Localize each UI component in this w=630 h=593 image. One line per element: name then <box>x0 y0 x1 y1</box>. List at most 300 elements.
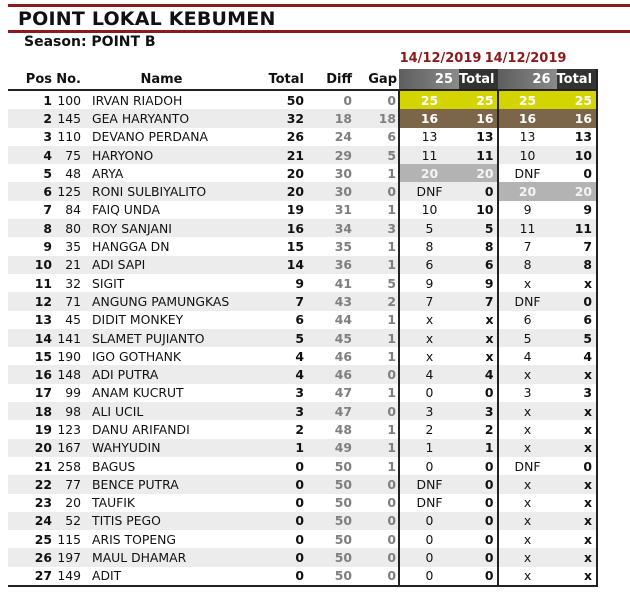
race-1-result-cell: 13 <box>399 128 459 146</box>
race-2-result-cell: 20 <box>498 182 557 200</box>
col-header-no[interactable]: No. <box>53 69 81 90</box>
diff-cell: 50 <box>304 475 352 493</box>
total-points-cell: 0 <box>295 458 304 474</box>
race-1-result-cell: 0 <box>399 457 459 475</box>
table-row[interactable] <box>8 237 597 255</box>
race-2-result-cell: x <box>498 420 557 438</box>
race-1-total-cell: 1 <box>459 439 498 457</box>
total-points-cell: 1 <box>242 439 304 457</box>
standings-table <box>8 69 598 587</box>
col-header-race-2[interactable]: 26 <box>498 69 557 90</box>
race-1-total-cell: x <box>459 329 498 347</box>
total-points-cell: 16 <box>242 219 304 237</box>
pos-cell: 14 <box>8 329 53 347</box>
race-date-1: 14/12/2019 <box>399 51 482 66</box>
rider-number-cell: 20 <box>65 495 81 511</box>
total-points-cell: 0 <box>295 495 304 511</box>
pos-cell: 18 <box>8 402 53 420</box>
race-1-total-cell: x <box>485 312 494 328</box>
race-1-total-cell: 2 <box>484 421 494 437</box>
col-header-race-1-total[interactable]: Total <box>459 69 498 90</box>
rider-number-cell: 141 <box>53 329 81 347</box>
diff-cell: 50 <box>304 512 352 530</box>
race-2-result-cell: x <box>498 530 557 548</box>
rider-name-cell: FAIQ UNDA <box>92 202 160 218</box>
race-1-total-cell: 9 <box>484 275 494 291</box>
race-1-result-cell: 16 <box>399 109 459 127</box>
table-row[interactable] <box>8 182 597 200</box>
pos-cell: 7 <box>43 202 52 218</box>
diff-cell: 50 <box>334 531 352 547</box>
gap-cell: 0 <box>352 548 399 566</box>
race-2-result-cell: 6 <box>498 311 557 329</box>
race-2-result-cell: 4 <box>498 347 557 365</box>
gap-cell: 0 <box>352 512 399 530</box>
pos-cell: 2 <box>8 109 53 127</box>
total-points-cell: 2 <box>295 421 304 437</box>
race-2-result-cell: x <box>498 402 557 420</box>
race-1-total-cell: 0 <box>459 567 498 586</box>
race-1-total-cell: 16 <box>459 109 498 127</box>
race-1-total-cell: 0 <box>459 182 498 200</box>
race-2-total-cell: x <box>557 439 598 457</box>
gap-cell: 0 <box>387 495 396 511</box>
table-row[interactable] <box>8 365 597 383</box>
total-points-cell: 21 <box>242 146 304 164</box>
race-2-result-cell: x <box>498 567 557 586</box>
table-row[interactable] <box>8 219 597 237</box>
diff-cell: 46 <box>334 348 352 364</box>
race-2-result-cell: 13 <box>498 128 557 146</box>
total-points-cell: 32 <box>242 109 304 127</box>
race-2-total-cell: x <box>557 365 598 383</box>
table-row[interactable] <box>8 402 597 420</box>
race-1-result-cell: x <box>399 347 459 365</box>
diff-cell: 34 <box>304 219 352 237</box>
col-header-name[interactable]: Name <box>81 69 242 90</box>
pos-cell: 8 <box>8 219 53 237</box>
rider-number-cell: 80 <box>53 219 81 237</box>
gap-cell: 1 <box>387 421 396 437</box>
diff-cell: 30 <box>304 182 352 200</box>
table-row[interactable] <box>8 329 597 347</box>
race-1-result-cell: 2 <box>399 420 459 438</box>
total-points-cell: 20 <box>242 182 304 200</box>
total-points-cell: 26 <box>286 129 304 145</box>
table-row[interactable] <box>8 420 597 438</box>
table-row[interactable] <box>8 347 597 365</box>
race-2-total-cell: 13 <box>557 128 598 146</box>
race-2-result-cell: 9 <box>498 201 557 219</box>
rider-name-cell: ADIT <box>81 567 242 586</box>
race-1-result-cell: 9 <box>399 274 459 292</box>
gap-cell: 5 <box>352 146 399 164</box>
gap-cell: 0 <box>352 402 399 420</box>
header-rule-bottom <box>8 30 630 33</box>
race-2-result-cell: DNF <box>498 292 557 310</box>
col-header-race-2-total[interactable]: Total <box>557 69 598 90</box>
gap-cell: 1 <box>352 439 399 457</box>
table-row[interactable] <box>8 512 597 530</box>
race-1-total-cell: 7 <box>459 292 498 310</box>
pos-cell: 13 <box>34 312 52 328</box>
race-1-result-cell: 7 <box>399 292 459 310</box>
race-2-total-cell: 4 <box>557 347 598 365</box>
rider-name-cell: ARYA <box>92 165 124 181</box>
race-1-total-cell: 0 <box>484 385 494 401</box>
race-1-total-cell: 25 <box>459 90 498 109</box>
race-date-2: 14/12/2019 <box>484 51 567 66</box>
rider-name-cell: ARIS TOPENG <box>92 531 177 547</box>
diff-cell: 46 <box>304 365 352 383</box>
race-2-total-cell: 16 <box>557 109 598 127</box>
gap-cell: 1 <box>387 239 396 255</box>
rider-number-cell: 148 <box>53 365 81 383</box>
table-row[interactable] <box>8 311 597 329</box>
table-row[interactable] <box>8 494 597 512</box>
rider-number-cell: 115 <box>57 531 81 547</box>
total-points-cell: 3 <box>242 402 304 420</box>
diff-cell: 36 <box>304 256 352 274</box>
diff-cell: 50 <box>304 567 352 586</box>
pos-cell: 15 <box>34 348 52 364</box>
rider-name-cell: SLAMET PUJIANTO <box>81 329 242 347</box>
race-1-total-cell: 0 <box>459 548 498 566</box>
diff-cell: 50 <box>334 458 352 474</box>
table-row[interactable] <box>8 567 597 586</box>
total-points-cell: 0 <box>242 512 304 530</box>
pos-cell: 23 <box>34 495 52 511</box>
race-2-total-cell: 10 <box>557 146 598 164</box>
rider-name-cell: SIGIT <box>92 275 125 291</box>
race-1-total-cell: 0 <box>459 512 498 530</box>
gap-cell: 1 <box>387 385 396 401</box>
gap-cell: 1 <box>387 165 396 181</box>
diff-cell: 31 <box>334 202 352 218</box>
header-rule-top <box>8 4 630 7</box>
rider-number-cell: 98 <box>53 402 81 420</box>
diff-cell: 35 <box>334 239 352 255</box>
total-points-cell: 20 <box>286 165 304 181</box>
race-2-total-cell: 7 <box>557 237 598 255</box>
race-2-total-cell: x <box>557 420 598 438</box>
pos-cell: 9 <box>43 239 52 255</box>
table-row[interactable] <box>8 164 597 182</box>
gap-cell: 1 <box>387 348 396 364</box>
rider-name-cell: HANGGA DN <box>92 239 170 255</box>
race-2-total-cell: x <box>557 530 598 548</box>
race-1-result-cell: 0 <box>399 567 459 586</box>
rider-number-cell: 167 <box>53 439 81 457</box>
rider-name-cell: DIDIT MONKEY <box>92 312 184 328</box>
total-points-cell: 4 <box>242 365 304 383</box>
total-points-cell: 15 <box>286 239 304 255</box>
race-1-result-cell: x <box>399 329 459 347</box>
total-points-cell: 5 <box>242 329 304 347</box>
rider-number-cell: 110 <box>57 129 81 145</box>
table-row[interactable] <box>8 439 597 457</box>
race-2-total-cell: 25 <box>557 90 598 109</box>
pos-cell: 16 <box>8 365 53 383</box>
race-2-total-cell: 3 <box>557 384 598 402</box>
gap-cell: 0 <box>352 365 399 383</box>
rider-number-cell: 35 <box>65 239 81 255</box>
diff-cell: 50 <box>334 495 352 511</box>
race-1-result-cell: 0 <box>399 548 459 566</box>
race-2-total-cell: 9 <box>557 201 598 219</box>
gap-cell: 0 <box>387 92 396 108</box>
race-2-result-cell: x <box>498 494 557 512</box>
table-row[interactable] <box>8 475 597 493</box>
race-1-total-cell: 11 <box>459 146 498 164</box>
pos-cell: 5 <box>43 165 52 181</box>
race-2-result-cell: x <box>498 475 557 493</box>
pos-cell: 4 <box>8 146 53 164</box>
race-2-result-cell: x <box>498 512 557 530</box>
total-points-cell: 19 <box>286 202 304 218</box>
total-points-cell: 50 <box>286 92 304 108</box>
rider-name-cell: IRVAN RIADOH <box>92 92 183 108</box>
rider-number-cell: 52 <box>53 512 81 530</box>
table-row[interactable] <box>8 548 597 566</box>
pos-cell: 3 <box>43 129 52 145</box>
diff-cell: 0 <box>343 92 352 108</box>
total-points-cell: 0 <box>242 475 304 493</box>
rider-name-cell: ADI PUTRA <box>81 365 242 383</box>
diff-cell: 44 <box>334 312 352 328</box>
pos-cell: 11 <box>34 275 52 291</box>
race-2-total-cell: x <box>557 274 598 292</box>
race-1-total-cell: 10 <box>476 202 494 218</box>
pos-cell: 25 <box>34 531 52 547</box>
table-row[interactable] <box>8 457 597 475</box>
total-points-cell: 0 <box>295 531 304 547</box>
rider-number-cell: 48 <box>65 165 81 181</box>
race-1-result-cell: 4 <box>399 365 459 383</box>
rider-number-cell: 125 <box>53 182 81 200</box>
table-row[interactable] <box>8 201 597 219</box>
rider-name-cell: TAUFIK <box>92 495 136 511</box>
race-1-result-cell: 1 <box>399 439 459 457</box>
gap-cell: 2 <box>352 292 399 310</box>
rider-number-cell: 149 <box>53 567 81 586</box>
race-2-result-cell: x <box>498 548 557 566</box>
col-header-diff[interactable]: Diff <box>304 69 352 90</box>
total-points-cell: 0 <box>242 548 304 566</box>
rider-number-cell: 71 <box>53 292 81 310</box>
diff-cell: 29 <box>304 146 352 164</box>
rider-name-cell: ROY SANJANI <box>81 219 242 237</box>
rider-number-cell: 77 <box>53 475 81 493</box>
race-2-total-cell: 5 <box>557 329 598 347</box>
season-label: Season: POINT B <box>24 34 156 50</box>
gap-cell: 18 <box>352 109 399 127</box>
race-1-result-cell: DNF <box>399 475 459 493</box>
rider-number-cell: 123 <box>57 421 81 437</box>
pos-cell: 27 <box>8 567 53 586</box>
gap-cell: 6 <box>387 129 396 145</box>
race-1-total-cell: 4 <box>459 365 498 383</box>
table-row[interactable] <box>8 146 597 164</box>
race-2-result-cell: 8 <box>498 256 557 274</box>
race-2-result-cell: 11 <box>498 219 557 237</box>
rider-name-cell: BENCE PUTRA <box>81 475 242 493</box>
total-points-cell: 0 <box>242 567 304 586</box>
rider-number-cell: 84 <box>65 202 81 218</box>
diff-cell: 49 <box>304 439 352 457</box>
rider-number-cell: 190 <box>57 348 81 364</box>
race-1-result-cell: x <box>399 311 459 329</box>
race-2-total-cell: 8 <box>557 256 598 274</box>
rider-number-cell: 100 <box>57 92 81 108</box>
rider-number-cell: 145 <box>53 109 81 127</box>
race-1-result-cell: 3 <box>399 402 459 420</box>
race-1-total-cell: 5 <box>459 219 498 237</box>
rider-number-cell: 197 <box>53 548 81 566</box>
gap-cell: 1 <box>352 329 399 347</box>
rider-number-cell: 21 <box>53 256 81 274</box>
pos-cell: 10 <box>8 256 53 274</box>
table-row[interactable] <box>8 530 597 548</box>
rider-name-cell: ANGUNG PAMUNGKAS <box>81 292 242 310</box>
pos-cell: 19 <box>34 421 52 437</box>
diff-cell: 50 <box>304 548 352 566</box>
race-2-result-cell: 10 <box>498 146 557 164</box>
total-points-cell: 14 <box>242 256 304 274</box>
total-points-cell: 4 <box>295 348 304 364</box>
table-row[interactable] <box>8 292 597 310</box>
pos-cell: 22 <box>8 475 53 493</box>
race-1-result-cell: DNF <box>399 494 459 512</box>
gap-cell: 5 <box>387 275 396 291</box>
diff-cell: 30 <box>334 165 352 181</box>
rider-name-cell: WAHYUDIN <box>81 439 242 457</box>
pos-cell: 21 <box>34 458 52 474</box>
race-1-result-cell: 0 <box>399 384 459 402</box>
race-1-result-cell: DNF <box>399 182 459 200</box>
race-2-result-cell: 25 <box>498 90 557 109</box>
race-1-total-cell: 0 <box>484 495 494 511</box>
rider-number-cell: 258 <box>57 458 81 474</box>
race-2-result-cell: 16 <box>498 109 557 127</box>
gap-cell: 1 <box>387 312 396 328</box>
race-1-result-cell: 0 <box>399 512 459 530</box>
race-1-total-cell: 8 <box>484 239 494 255</box>
pos-cell: 20 <box>8 439 53 457</box>
race-1-result-cell: 20 <box>399 164 459 182</box>
gap-cell: 0 <box>352 182 399 200</box>
table-header-row <box>8 69 597 90</box>
race-1-total-cell: 3 <box>459 402 498 420</box>
race-2-result-cell: 3 <box>498 384 557 402</box>
rider-name-cell: ALI UCIL <box>81 402 242 420</box>
race-1-total-cell: 20 <box>459 164 498 182</box>
race-2-result-cell: x <box>498 439 557 457</box>
diff-cell: 48 <box>334 421 352 437</box>
race-2-total-cell: 20 <box>557 182 598 200</box>
race-2-result-cell: x <box>498 365 557 383</box>
race-2-total-cell: x <box>557 512 598 530</box>
total-points-cell: 3 <box>295 385 304 401</box>
table-row[interactable] <box>8 256 597 274</box>
table-row[interactable] <box>8 384 597 402</box>
gap-cell: 1 <box>387 458 396 474</box>
rider-name-cell: MAUL DHAMAR <box>81 548 242 566</box>
table-row[interactable] <box>8 128 597 146</box>
rider-name-cell: ADI SAPI <box>81 256 242 274</box>
table-row[interactable] <box>8 274 597 292</box>
col-header-pos[interactable]: Pos <box>8 69 53 90</box>
rider-name-cell: GEA HARYANTO <box>81 109 242 127</box>
gap-cell: 3 <box>352 219 399 237</box>
pos-cell: 24 <box>8 512 53 530</box>
pos-cell: 6 <box>8 182 53 200</box>
pos-cell: 1 <box>43 92 52 108</box>
race-1-total-cell: 0 <box>484 458 494 474</box>
rider-number-cell: 45 <box>65 312 81 328</box>
rider-name-cell: HARYONO <box>81 146 242 164</box>
diff-cell: 45 <box>304 329 352 347</box>
rider-name-cell: DEVANO PERDANA <box>92 129 208 145</box>
gap-cell: 0 <box>387 531 396 547</box>
race-1-result-cell: 10 <box>399 201 459 219</box>
table-row[interactable] <box>8 90 597 109</box>
col-header-gap[interactable]: Gap <box>352 69 399 90</box>
race-1-result-cell: 6 <box>399 256 459 274</box>
race-1-total-cell: x <box>485 348 494 364</box>
pos-cell: 17 <box>34 385 52 401</box>
race-2-total-cell: 11 <box>557 219 598 237</box>
diff-cell: 18 <box>304 109 352 127</box>
race-2-result-cell: 7 <box>498 237 557 255</box>
rider-number-cell: 99 <box>65 385 81 401</box>
rider-number-cell: 75 <box>53 146 81 164</box>
pos-cell: 12 <box>8 292 53 310</box>
race-1-result-cell: 0 <box>399 530 459 548</box>
diff-cell: 24 <box>334 129 352 145</box>
race-2-result-cell: DNF <box>498 164 557 182</box>
rider-number-cell: 32 <box>65 275 81 291</box>
diff-cell: 47 <box>334 385 352 401</box>
race-2-total-cell: x <box>557 548 598 566</box>
col-header-race-1[interactable]: 25 <box>399 69 459 90</box>
race-1-result-cell: 11 <box>399 146 459 164</box>
gap-cell: 1 <box>352 256 399 274</box>
race-2-total-cell: 0 <box>557 292 598 310</box>
race-2-total-cell: x <box>557 402 598 420</box>
race-2-result-cell: x <box>498 274 557 292</box>
table-row[interactable] <box>8 109 597 127</box>
rider-name-cell: IGO GOTHANK <box>92 348 182 364</box>
pos-cell: 26 <box>8 548 53 566</box>
rider-name-cell: DANU ARIFANDI <box>92 421 190 437</box>
col-header-total[interactable]: Total <box>242 69 304 90</box>
race-1-total-cell: 0 <box>484 531 494 547</box>
race-2-result-cell: DNF <box>498 457 557 475</box>
race-1-result-cell: 5 <box>399 219 459 237</box>
race-2-total-cell: 0 <box>557 164 598 182</box>
race-1-total-cell: 6 <box>459 256 498 274</box>
diff-cell: 41 <box>334 275 352 291</box>
race-1-result-cell: 8 <box>399 237 459 255</box>
race-1-total-cell: 0 <box>459 475 498 493</box>
total-points-cell: 9 <box>295 275 304 291</box>
diff-cell: 43 <box>304 292 352 310</box>
total-points-cell: 6 <box>295 312 304 328</box>
rider-name-cell: BAGUS <box>92 458 136 474</box>
race-2-total-cell: 6 <box>557 311 598 329</box>
rider-name-cell: ANAM KUCRUT <box>92 385 184 401</box>
